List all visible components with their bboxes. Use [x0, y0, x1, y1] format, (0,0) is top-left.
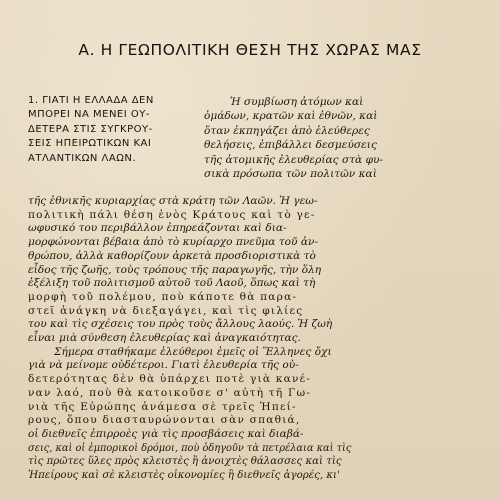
body-line: μορφὴ τοῦ πολέμου, ποὺ κάποτε θὰ παρα- — [28, 290, 298, 303]
body-line: σεις, καὶ οἱ ἐμπορικοὶ δρόμοι, ποὺ ὁδηγοῦν τὰ πετρέλαια καὶ τὶς — [28, 442, 352, 454]
body-line: ωφυσικό του περιβάλλον ἐπηρεάζονται καὶ δια- — [28, 222, 287, 235]
lead-line: σικὰ πρόσωπα τῶν πολιτῶν καὶ — [204, 168, 377, 181]
body-line: Σήμερα σταθήκαμε ἐλεύθεροι ἐμεῖς οἱ Ἕλληνες ὄχι — [54, 345, 332, 358]
body-line: θρώπου, ἀλλὰ καθορίζουν ἀρκετὰ προσδιοριστικὰ τὸ — [28, 249, 316, 262]
body-line: γιὰ νὰ μείνομε οὐδέτεροι. Γιατὶ ἐλευθερία τῆς οὐ- — [28, 359, 299, 372]
section-heading-line: ΔΕΤΕΡΑ ΣΤΙΣ ΣΥΓΚΡΟΥ- — [28, 123, 153, 135]
body-line: νιὰ τῆς Εὐρώπης ἀνάμεσα σὲ τρεῖς Ἠπεί- — [28, 400, 297, 413]
body-line: ναν λαό, ποὺ θὰ κατοικοῦσε σ' αὐτὴ τῆ Γω- — [28, 386, 312, 399]
body-line: εἶδος τῆς ζωῆς, τοὺς τρόπους τῆς παραγωγῆς, τὴν ὅλη — [28, 263, 322, 276]
section-heading — [28, 94, 198, 166]
lead-line: ὁμάδων, κρατῶν καὶ ἐθνῶν, καὶ — [204, 110, 378, 123]
lead-line: Ἡ συμβίωση ἀτόμων καὶ — [230, 96, 364, 108]
body-line: τῆς ἐθνικῆς κυριαρχίας στὰ κράτη τῶν Λαῶν. Ἡ γεω- — [28, 195, 318, 207]
body-line: του καὶ τὶς σχέσεις του πρὸς τοὺς ἄλλους λαούς. Ἡ ζωὴ — [28, 318, 333, 331]
section-heading-line: 1. ΓΙΑΤΙ Η ΕΛΛΑΔΑ ΔΕΝ — [28, 95, 154, 106]
chapter-title: Α. Η ΓΕΩΠΟΛΙΤΙΚΗ ΘΕΣΗ ΤΗΣ ΧΩΡΑΣ ΜΑΣ — [78, 41, 422, 59]
body-line: ρους, ὅπου διασταυρώνονται σὰν σπαθιά, — [28, 414, 301, 427]
body-line: Ἠπείρους καὶ σὲ κλειστὲς οἰκονομίες ἢ διεθνεῖς ἀγορές, κι' — [28, 470, 340, 482]
body-line: ἐξέλιξη τοῦ πολιτισμοῦ αὐτοῦ τοῦ Λαοῦ, ὅπως καὶ τὴ — [28, 277, 316, 290]
body-line: στεῖ ἀνάγκη νὰ διεξαγάγει, καὶ τὶς φιλίες — [28, 304, 304, 317]
lead-line: ὅταν ἐκπηγάζει ἀπὸ ἐλεύθερες — [204, 124, 370, 137]
body-line: εἶναι μιὰ σύνθεση ἐλευθερίας καὶ ἀναγκαιότητας. — [28, 332, 301, 345]
lead-line: θελήσεις, ἐπιβάλλει δεσμεύσεις — [204, 139, 377, 152]
lead-line: τῆς ἀτομικῆς ἐλευθερίας στὰ φυ- — [204, 153, 384, 166]
body-line: οἱ διεθνεῖς ἐπιρροὲς γιὰ τὶς προσβάσεις καὶ διαβά- — [28, 427, 304, 440]
body-line: μορφώνονται βέβαια ἀπὸ τὸ κυρίαρχο πνεῦμα τοῦ ἀν- — [28, 236, 319, 249]
body-line: τὶς πρῶτες ὕλες πρὸς κλειστὲς ἢ ἀνοιχτὲς θάλασσες καὶ τὶς — [28, 456, 342, 468]
section-heading-line: ΑΤΛΑΝΤΙΚΩΝ ΛΑΩΝ. — [28, 152, 137, 164]
body-line: δετερότητας δὲν θὰ ὑπάρχει ποτὲ γιὰ κανέ- — [28, 373, 312, 386]
body-line: πολιτικὴ πάλι θέση ἑνὸς Κράτους καὶ τὸ γε- — [28, 208, 316, 221]
lead-paragraph — [204, 95, 474, 181]
body-text — [28, 195, 474, 483]
section-heading-line: ΜΠΟΡΕΙ ΝΑ ΜΕΝΕΙ ΟΥ- — [28, 109, 150, 121]
section-heading-line: ΣΕΙΣ ΗΠΕΙΡΩΤΙΚΩΝ ΚΑΙ — [28, 138, 152, 150]
